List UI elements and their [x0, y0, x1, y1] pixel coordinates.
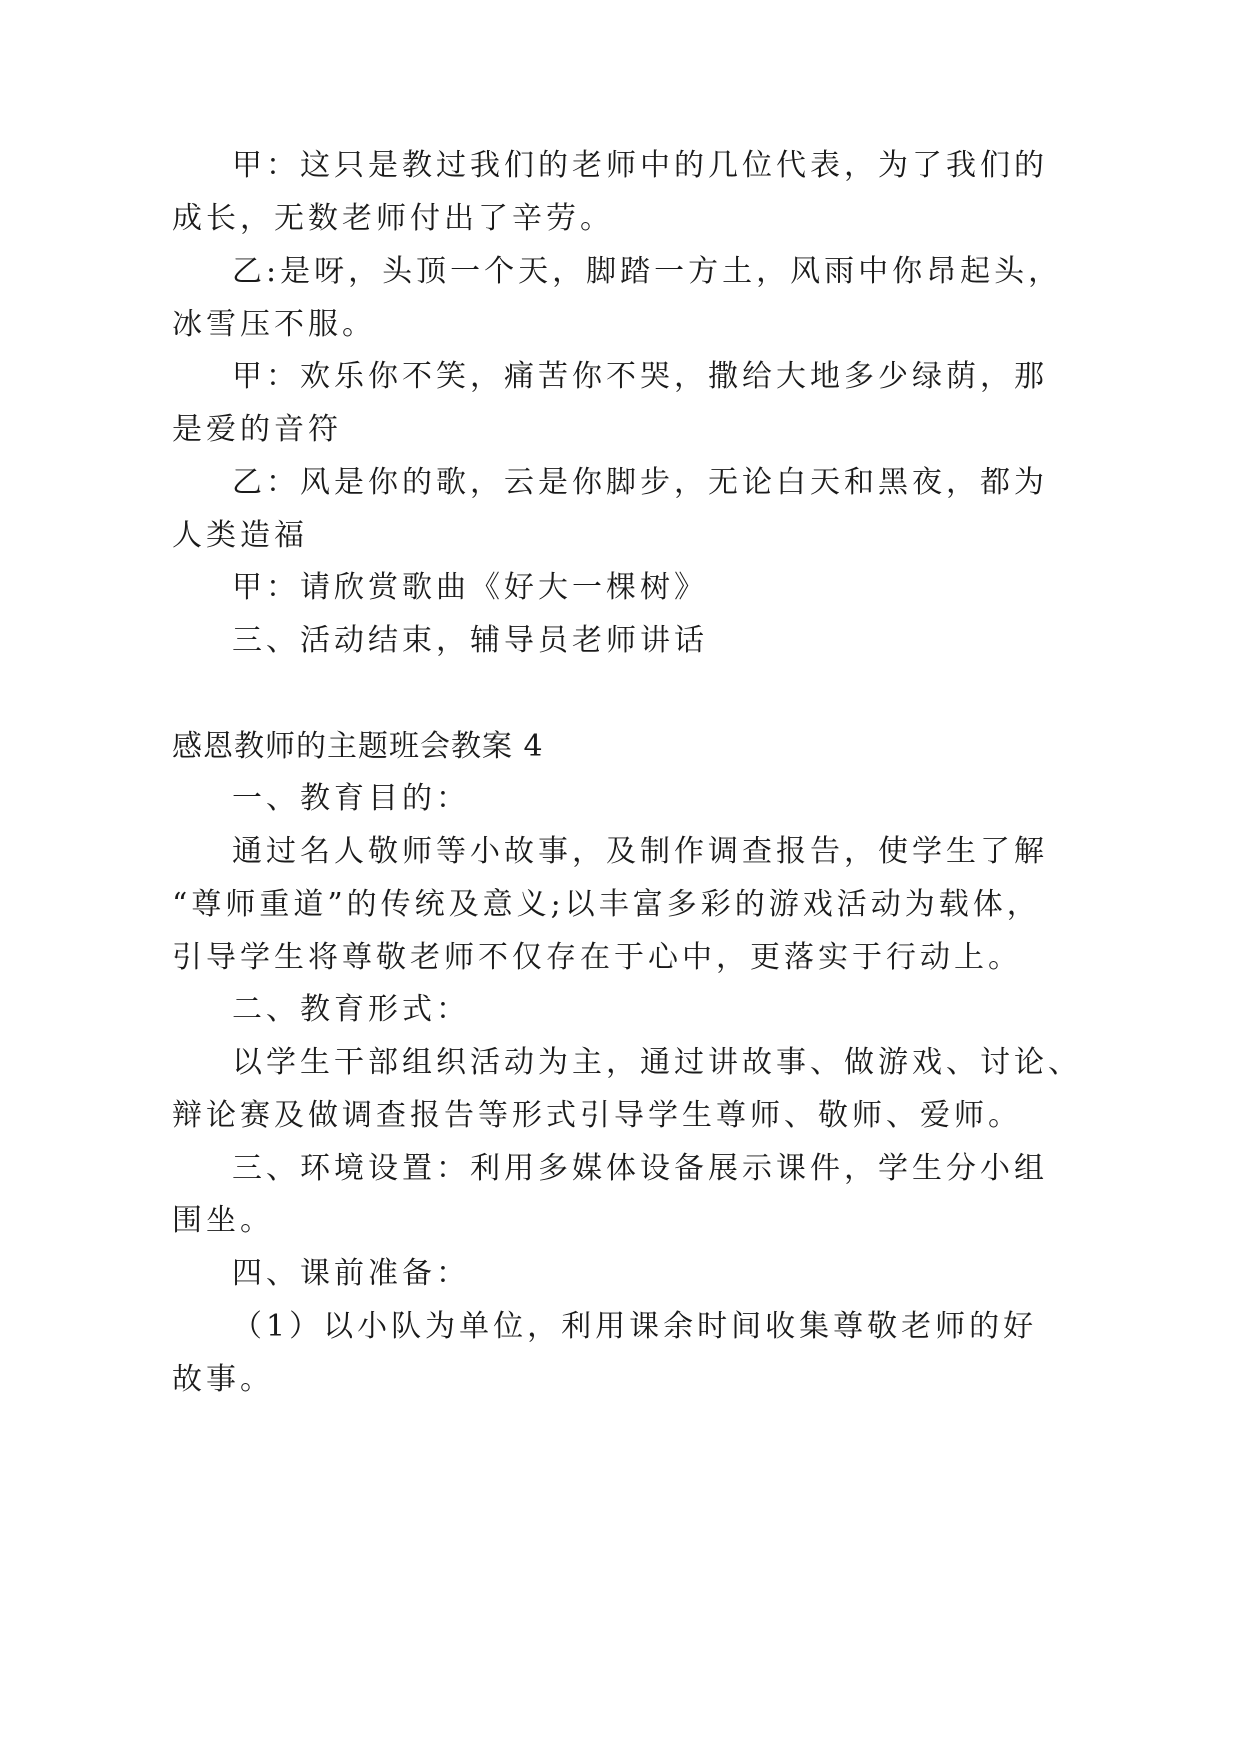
dialogue-line-jia-1: 甲：这只是教过我们的老师中的几位代表，为了我们的: [232, 148, 1048, 183]
dialogue-line-yi-1-cont: 冰雪压不服。: [172, 307, 376, 342]
heading-environment: 三、环境设置：利用多媒体设备展示课件，学生分小组: [232, 1151, 1048, 1186]
heading-education-goal: 一、教育目的：: [232, 781, 470, 816]
activity-end-line: 三、活动结束，辅导员老师讲话: [232, 623, 708, 658]
dialogue-line-jia-2: 甲：欢乐你不笑，痛苦你不哭，撒给大地多少绿荫，那: [232, 359, 1048, 394]
section-title: 感恩教师的主题班会教案 4: [172, 729, 544, 764]
paragraph-preparation-line-2: 故事。: [172, 1362, 274, 1397]
heading-preparation: 四、课前准备：: [232, 1256, 470, 1291]
paragraph-goal-line-3: 引导学生将尊敬老师不仅存在于心中，更落实于行动上。: [172, 940, 1022, 975]
paragraph-form-line-2: 辩论赛及做调查报告等形式引导学生尊师、敬师、爱师。: [172, 1098, 1022, 1133]
paragraph-preparation-line-1: （1）以小队为单位，利用课余时间收集尊敬老师的好: [232, 1309, 1038, 1344]
dialogue-line-jia-1-cont: 成长，无数老师付出了辛劳。: [172, 201, 614, 236]
dialogue-line-jia-3: 甲：请欣赏歌曲《好大一棵树》: [232, 570, 708, 605]
dialogue-line-yi-2: 乙：风是你的歌，云是你脚步，无论白天和黑夜，都为: [232, 465, 1048, 500]
dialogue-line-yi-2-cont: 人类造福: [172, 518, 308, 553]
dialogue-line-yi-1: 乙:是呀，头顶一个天，脚踏一方土，风雨中你昂起头，: [232, 254, 1063, 289]
paragraph-goal-line-2: “尊师重道”的传统及意义;以丰富多彩的游戏活动为载体，: [172, 887, 1041, 922]
heading-education-form: 二、教育形式：: [232, 992, 470, 1027]
paragraph-form-line-1: 以学生干部组织活动为主，通过讲故事、做游戏、讨论、: [232, 1045, 1082, 1080]
paragraph-environment-cont: 围坐。: [172, 1203, 274, 1238]
dialogue-line-jia-2-cont: 是爱的音符: [172, 412, 342, 447]
paragraph-goal-line-1: 通过名人敬师等小故事，及制作调查报告，使学生了解: [232, 834, 1048, 869]
